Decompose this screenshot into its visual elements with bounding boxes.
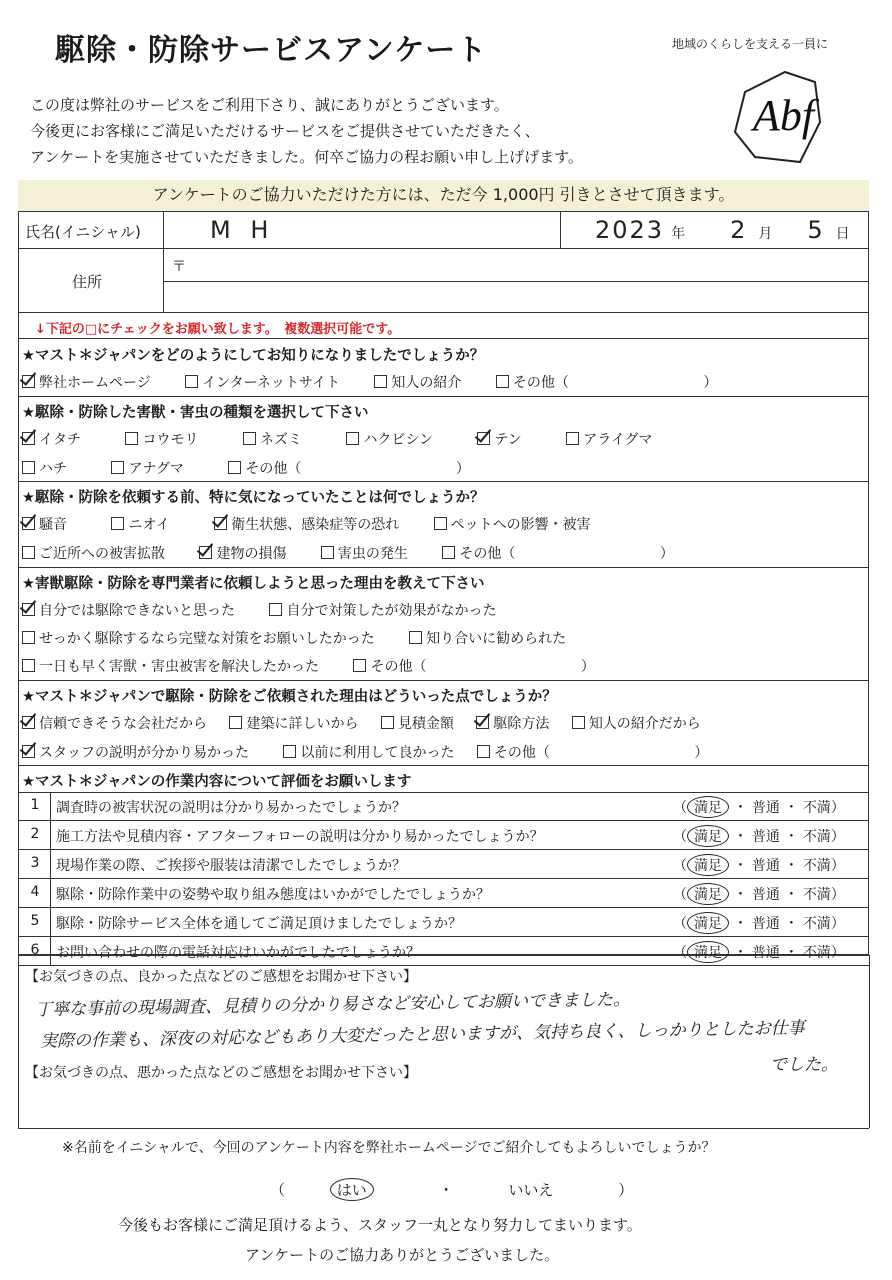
q4-option[interactable]: 自分では駆除できないと思った xyxy=(22,603,235,619)
checkbox[interactable] xyxy=(229,716,242,729)
checkbox[interactable] xyxy=(321,546,334,559)
rating-choice[interactable]: 満足 xyxy=(687,854,729,876)
rating-row xyxy=(18,850,869,879)
q5-option[interactable]: 信頼できそうな会社だから xyxy=(22,716,207,732)
checkbox[interactable] xyxy=(125,432,138,445)
q3-option[interactable]: 建物の損傷 xyxy=(199,546,286,562)
q3-option[interactable]: その他（ xyxy=(442,546,515,562)
checkbox[interactable] xyxy=(243,432,256,445)
q5-title: ★マスト＊ジャパンで駆除・防除をご依頼された理由はどういった点でしょうか？ xyxy=(22,689,557,705)
q5-options-row1 xyxy=(22,713,701,733)
q3-title: ★駆除・防除を依頼する前、特に気になっていたことは何でしょうか？ xyxy=(22,490,485,506)
rating-options: （ 満足 ・ 普通 ・ 不満） xyxy=(673,854,845,876)
intro-line: この度は弊社のサービスをご利用下さり、誠にありがとうございます。 xyxy=(30,96,509,114)
q2-option[interactable]: イタチ xyxy=(22,432,81,448)
rating-choice[interactable]: 不満 xyxy=(802,945,831,961)
q5-option[interactable]: 見積金額 xyxy=(381,716,454,732)
checkbox[interactable] xyxy=(214,517,227,530)
rating-options: （ 満足 ・ 普通 ・ 不満） xyxy=(673,796,845,818)
rating-row-number: 4 xyxy=(30,884,40,900)
checkbox[interactable] xyxy=(374,375,387,388)
q1-option[interactable]: その他（ xyxy=(496,375,569,391)
checkbox[interactable] xyxy=(22,461,35,474)
q4-options-row2 xyxy=(22,628,566,648)
q1-option[interactable]: 弊社ホームページ xyxy=(22,375,151,391)
rating-choice[interactable]: 不満 xyxy=(802,916,831,932)
q2-option[interactable]: テン xyxy=(477,432,521,448)
checkbox[interactable] xyxy=(283,745,296,758)
q2-option[interactable]: アナグマ xyxy=(111,461,183,477)
rating-row xyxy=(18,792,869,821)
checkbox[interactable] xyxy=(566,432,579,445)
date-day-unit: 日 xyxy=(835,226,850,242)
rating-choice[interactable]: 満足 xyxy=(687,941,729,963)
good-comment-line: 丁寧な事前の現場調査、見積りの分かり易さなど安心してお願いできました。 xyxy=(34,989,631,1021)
rating-row xyxy=(18,879,869,908)
q5-option[interactable]: 駆除方法 xyxy=(476,716,549,732)
q1-title: ★マスト＊ジャパンをどのようにしてお知りになりましたでしょうか？ xyxy=(22,348,485,364)
checkbox[interactable] xyxy=(111,461,124,474)
q2-title: ★駆除・防除した害獣・害虫の種類を選択して下さい xyxy=(22,405,369,421)
q4-option[interactable]: 知り合いに勧められた xyxy=(409,631,566,647)
date-day: 5 xyxy=(807,216,829,244)
rating-row-number: 1 xyxy=(30,797,40,813)
address-field[interactable] xyxy=(172,285,862,309)
postal-mark: 〒 xyxy=(172,259,186,275)
q5-options-row2: スタッフの説明が分かり易かった 以前に利用して良かった その他（ ） xyxy=(22,742,708,762)
rating-choice[interactable]: 普通 xyxy=(751,800,780,816)
checkbox[interactable] xyxy=(269,603,282,616)
q1-option[interactable]: 知人の紹介 xyxy=(374,375,461,391)
q3-option[interactable]: ペットへの影響・被害 xyxy=(434,517,591,533)
q4-option[interactable]: せっかく駆除するなら完璧な対策をお願いしたかった xyxy=(22,631,375,647)
publish-question: ※名前をイニシャルで、今回のアンケート内容を弊社ホームページでご紹介してもよろしいでしょうか？ xyxy=(62,1140,716,1156)
q2-option[interactable]: ネズミ xyxy=(243,432,302,448)
company-logo xyxy=(715,52,840,177)
q4-option[interactable]: その他（ xyxy=(353,659,426,675)
rating-question: 駆除・防除作業中の姿勢や取り組み態度はいかがでしたでしょうか？ xyxy=(56,887,490,903)
rating-row-number: 2 xyxy=(30,826,40,842)
rating-choice[interactable]: 不満 xyxy=(802,858,831,874)
checkbox[interactable] xyxy=(22,375,35,388)
q4-option[interactable]: 自分で対策したが効果がなかった xyxy=(269,603,496,619)
q3-option[interactable]: 衛生状態、感染症等の恐れ xyxy=(214,517,399,533)
rating-choice[interactable]: 不満 xyxy=(802,887,831,903)
q3-option[interactable]: ニオイ xyxy=(111,517,169,533)
date-year: 2023 xyxy=(595,216,665,244)
rating-choice[interactable]: 普通 xyxy=(751,887,780,903)
checkbox[interactable] xyxy=(111,517,124,530)
checkbox[interactable] xyxy=(496,375,509,388)
q4-title: ★害獣駆除・防除を専門業者に依頼しようと思った理由を教えて下さい xyxy=(22,576,485,592)
rating-row xyxy=(18,937,869,966)
checkbox[interactable] xyxy=(409,631,422,644)
slogan: 地域のくらしを支える一員に xyxy=(672,37,829,51)
rating-question: 施工方法や見積内容・アフターフォローの説明は分かり易かったでしょうか？ xyxy=(56,829,544,845)
checkbox[interactable] xyxy=(228,461,241,474)
thanks-message: アンケートのご協力ありがとうございました。 xyxy=(245,1246,560,1264)
check-instruction: ↓下記の□にチェックをお願い致します。 複数選択可能です。 xyxy=(35,322,401,337)
rating-options: （ 満足 ・ 普通 ・ 不満） xyxy=(673,883,845,905)
rating-row-number: 5 xyxy=(30,913,40,929)
survey-title: 駆除・防除サービスアンケート xyxy=(55,33,488,68)
q4-options-row1 xyxy=(22,600,496,620)
checkbox[interactable] xyxy=(572,716,585,729)
checkbox[interactable] xyxy=(442,546,455,559)
checkbox[interactable] xyxy=(476,716,489,729)
intro-text xyxy=(30,92,583,170)
rating-options: （ 満足 ・ 普通 ・ 不満） xyxy=(673,825,845,847)
date-month-unit: 月 xyxy=(758,226,773,242)
q3-options-row2: ご近所への被害拡散 建物の損傷 害虫の発生 その他（ ） xyxy=(22,543,674,563)
q5-option[interactable]: 以前に利用して良かった xyxy=(283,745,454,761)
rating-choice[interactable]: 満足 xyxy=(687,796,729,818)
q6-title: ★マスト＊ジャパンの作業内容について評価をお願いします xyxy=(22,774,412,790)
address-label: 住所 xyxy=(72,273,103,291)
date-year-unit: 年 xyxy=(671,226,686,242)
rating-question: お問い合わせの際の電話対応はいかがでしたでしょうか？ xyxy=(56,945,420,961)
rating-choice[interactable]: 満足 xyxy=(687,912,729,934)
rating-question: 調査時の被害状況の説明は分かり易かったでしょうか？ xyxy=(56,800,406,816)
rating-choice[interactable]: 不満 xyxy=(802,800,831,816)
date-month: 2 xyxy=(730,216,752,244)
q2-option[interactable]: アライグマ xyxy=(566,432,652,448)
q2-option[interactable]: コウモリ xyxy=(125,432,198,448)
checkbox[interactable] xyxy=(22,745,35,758)
q2-option[interactable]: ハチ xyxy=(22,461,67,477)
checkbox[interactable] xyxy=(477,745,490,758)
rating-choice[interactable]: 普通 xyxy=(751,829,780,845)
checkbox[interactable] xyxy=(381,716,394,729)
rating-row-number: 3 xyxy=(30,855,40,871)
good-comment-line: 実際の作業も、深夜の対応などもあり大変だったと思いますが、気持ち良く、しっかりとしたお仕事 xyxy=(39,1018,805,1052)
q5-option[interactable]: その他（ xyxy=(477,745,550,761)
checkbox[interactable] xyxy=(22,432,35,445)
rating-choice[interactable]: 満足 xyxy=(687,825,729,847)
rating-options: （ 満足 ・ 普通 ・ 不満） xyxy=(673,941,845,963)
q3-option[interactable]: 害虫の発生 xyxy=(321,546,408,562)
date-field[interactable] xyxy=(595,216,850,244)
checkbox[interactable] xyxy=(434,517,447,530)
closing-message: 今後もお客様にご満足頂けるよう、スタッフ一丸となり努力してまいります。 xyxy=(118,1216,642,1234)
rating-row-number: 6 xyxy=(30,942,40,958)
checkbox[interactable] xyxy=(22,517,35,530)
name-value[interactable]: M H xyxy=(210,216,275,244)
no-option[interactable]: いいえ xyxy=(508,1181,554,1199)
checkbox[interactable] xyxy=(353,659,366,672)
checkbox[interactable] xyxy=(22,631,35,644)
q5-option[interactable]: 知人の紹介だから xyxy=(572,716,701,732)
rating-choice[interactable]: 普通 xyxy=(751,916,780,932)
q2-option[interactable]: その他（ xyxy=(228,461,301,477)
q4-option[interactable]: 一日も早く害獣・害虫被害を解決したかった xyxy=(22,659,319,675)
rating-question: 駆除・防除サービス全体を通してご満足頂けましたでしょうか？ xyxy=(56,916,462,932)
q3-options-row1 xyxy=(22,514,591,534)
q1-option[interactable]: インターネットサイト xyxy=(185,375,340,391)
discount-banner: アンケートのご協力いただけた方には、ただ今 1,000円 引きとさせて頂きます。 xyxy=(18,180,869,212)
good-comment-label: 【お気づきの点、良かった点などのご感想をお聞かせ下さい】 xyxy=(25,969,417,985)
checkbox[interactable] xyxy=(22,659,35,672)
rating-choice[interactable]: 普通 xyxy=(751,945,780,961)
checkbox[interactable] xyxy=(185,375,198,388)
checkbox[interactable] xyxy=(22,546,35,559)
rating-choice[interactable]: 普通 xyxy=(751,858,780,874)
checkbox[interactable] xyxy=(199,546,212,559)
checkbox[interactable] xyxy=(22,716,35,729)
bad-comment-label: 【お気づきの点、悪かった点などのご感想をお聞かせ下さい】 xyxy=(25,1065,417,1081)
rating-choice[interactable]: 不満 xyxy=(802,829,831,845)
rating-row xyxy=(18,908,869,937)
rating-choice[interactable]: 満足 xyxy=(687,883,729,905)
bad-comment-field[interactable] xyxy=(25,1085,865,1125)
q3-option[interactable]: 騒音 xyxy=(22,517,67,533)
checkbox[interactable] xyxy=(22,603,35,616)
rating-row xyxy=(18,821,869,850)
intro-line: アンケートを実施させていただきました。何卒ご協力の程お願い申し上げげます。 xyxy=(30,148,583,166)
q5-option[interactable]: 建築に詳しいから xyxy=(229,716,358,732)
checkbox[interactable] xyxy=(346,432,359,445)
q5-option[interactable]: スタッフの説明が分かり易かった xyxy=(22,745,249,761)
q4-options-row3: 一日も早く害獣・害虫被害を解決したかった その他（ ） xyxy=(22,656,595,676)
logo-text: Abf xyxy=(753,91,815,140)
q2-option[interactable]: ハクビシン xyxy=(346,432,433,448)
q2-options-row2: ハチ アナグマ その他（ ） xyxy=(22,458,470,478)
intro-line: 今後更にお客様にご満足いただけるサービスをご提供させていただきたく、 xyxy=(30,122,540,140)
q1-options: 弊社ホームページ インターネットサイト 知人の紹介 その他（ ） xyxy=(22,372,717,392)
q3-option[interactable]: ご近所への被害拡散 xyxy=(22,546,165,562)
rating-options: （ 満足 ・ 普通 ・ 不満） xyxy=(673,912,845,934)
good-comment-line: でした。 xyxy=(770,1055,838,1075)
checkbox[interactable] xyxy=(477,432,490,445)
publish-choice: （ はい ・ いいえ ） xyxy=(270,1178,633,1201)
yes-option[interactable]: はい xyxy=(330,1178,374,1201)
rating-question: 現場作業の際、ご挨拶や服装は清潔でしたでしょうか？ xyxy=(56,858,406,874)
q2-options-row1 xyxy=(22,429,653,449)
name-label: 氏名(イニシャル) xyxy=(25,223,141,241)
